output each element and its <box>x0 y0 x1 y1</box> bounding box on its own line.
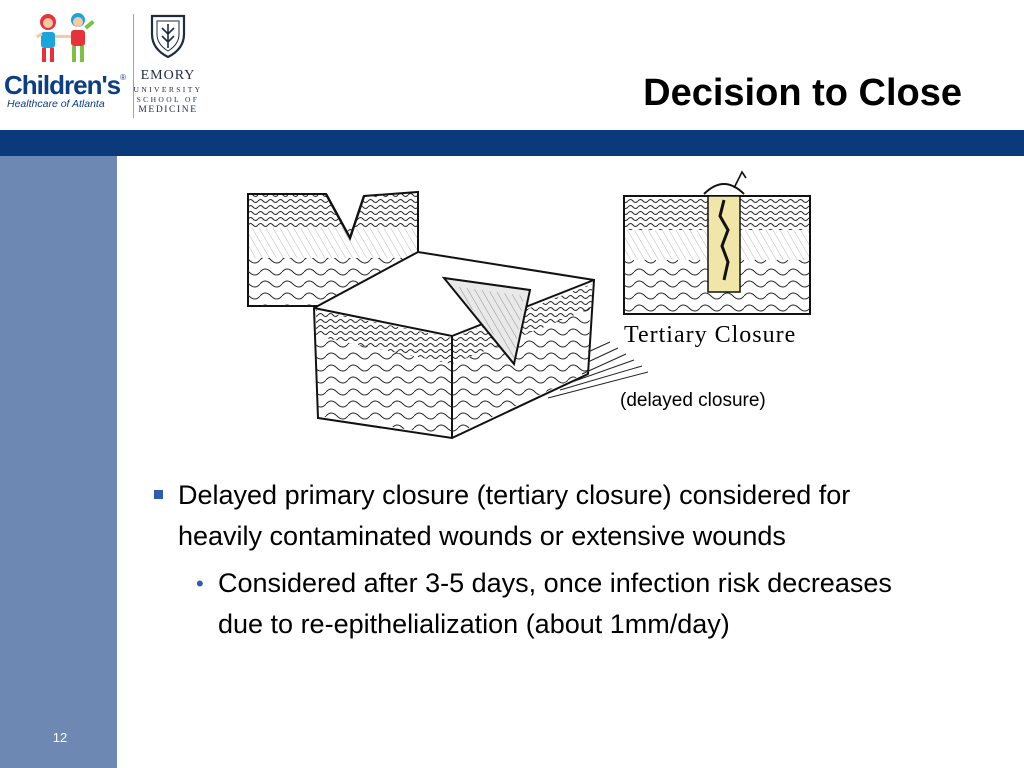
figure-caption-main: Tertiary Closure <box>624 322 797 348</box>
emory-medicine-word: MEDICINE <box>138 105 198 115</box>
emory-shield-icon <box>148 12 188 60</box>
kids-figures-icon <box>28 10 100 70</box>
bullet-list <box>152 475 912 645</box>
round-bullet-icon: • <box>196 571 204 596</box>
tissue-block <box>314 252 648 438</box>
figure-caption-sub: (delayed closure) <box>620 390 766 411</box>
bullet-item-level1 <box>152 475 912 557</box>
childrens-subtitle: Healthcare of Atlanta <box>7 98 105 110</box>
square-bullet-icon <box>154 490 163 499</box>
slide-title: Decision to Close <box>643 72 962 114</box>
header-band <box>0 130 1024 156</box>
closed-wound-panel <box>624 172 810 314</box>
bullet-item-level2 <box>190 563 918 645</box>
sub-bullet-text: Considered after 3-5 days, once infection risk decreases due to re-epithelialization (about 1mm/day) <box>218 568 892 639</box>
left-sidebar-band <box>0 156 117 768</box>
slide-header <box>0 0 1024 130</box>
emory-medicine-logo <box>133 12 203 122</box>
emory-school-word: SCHOOL OF <box>136 95 200 104</box>
childrens-wordmark: Children's® <box>4 70 125 100</box>
bullet-text: Delayed primary closure (tertiary closure) considered for heavily contaminated wounds or extensive wounds <box>178 480 851 551</box>
emory-university-word: UNIVERSITY <box>133 85 203 94</box>
emory-word: EMORY <box>140 68 196 83</box>
childrens-healthcare-logo <box>4 10 129 120</box>
slide-page-number: 12 <box>52 730 68 745</box>
